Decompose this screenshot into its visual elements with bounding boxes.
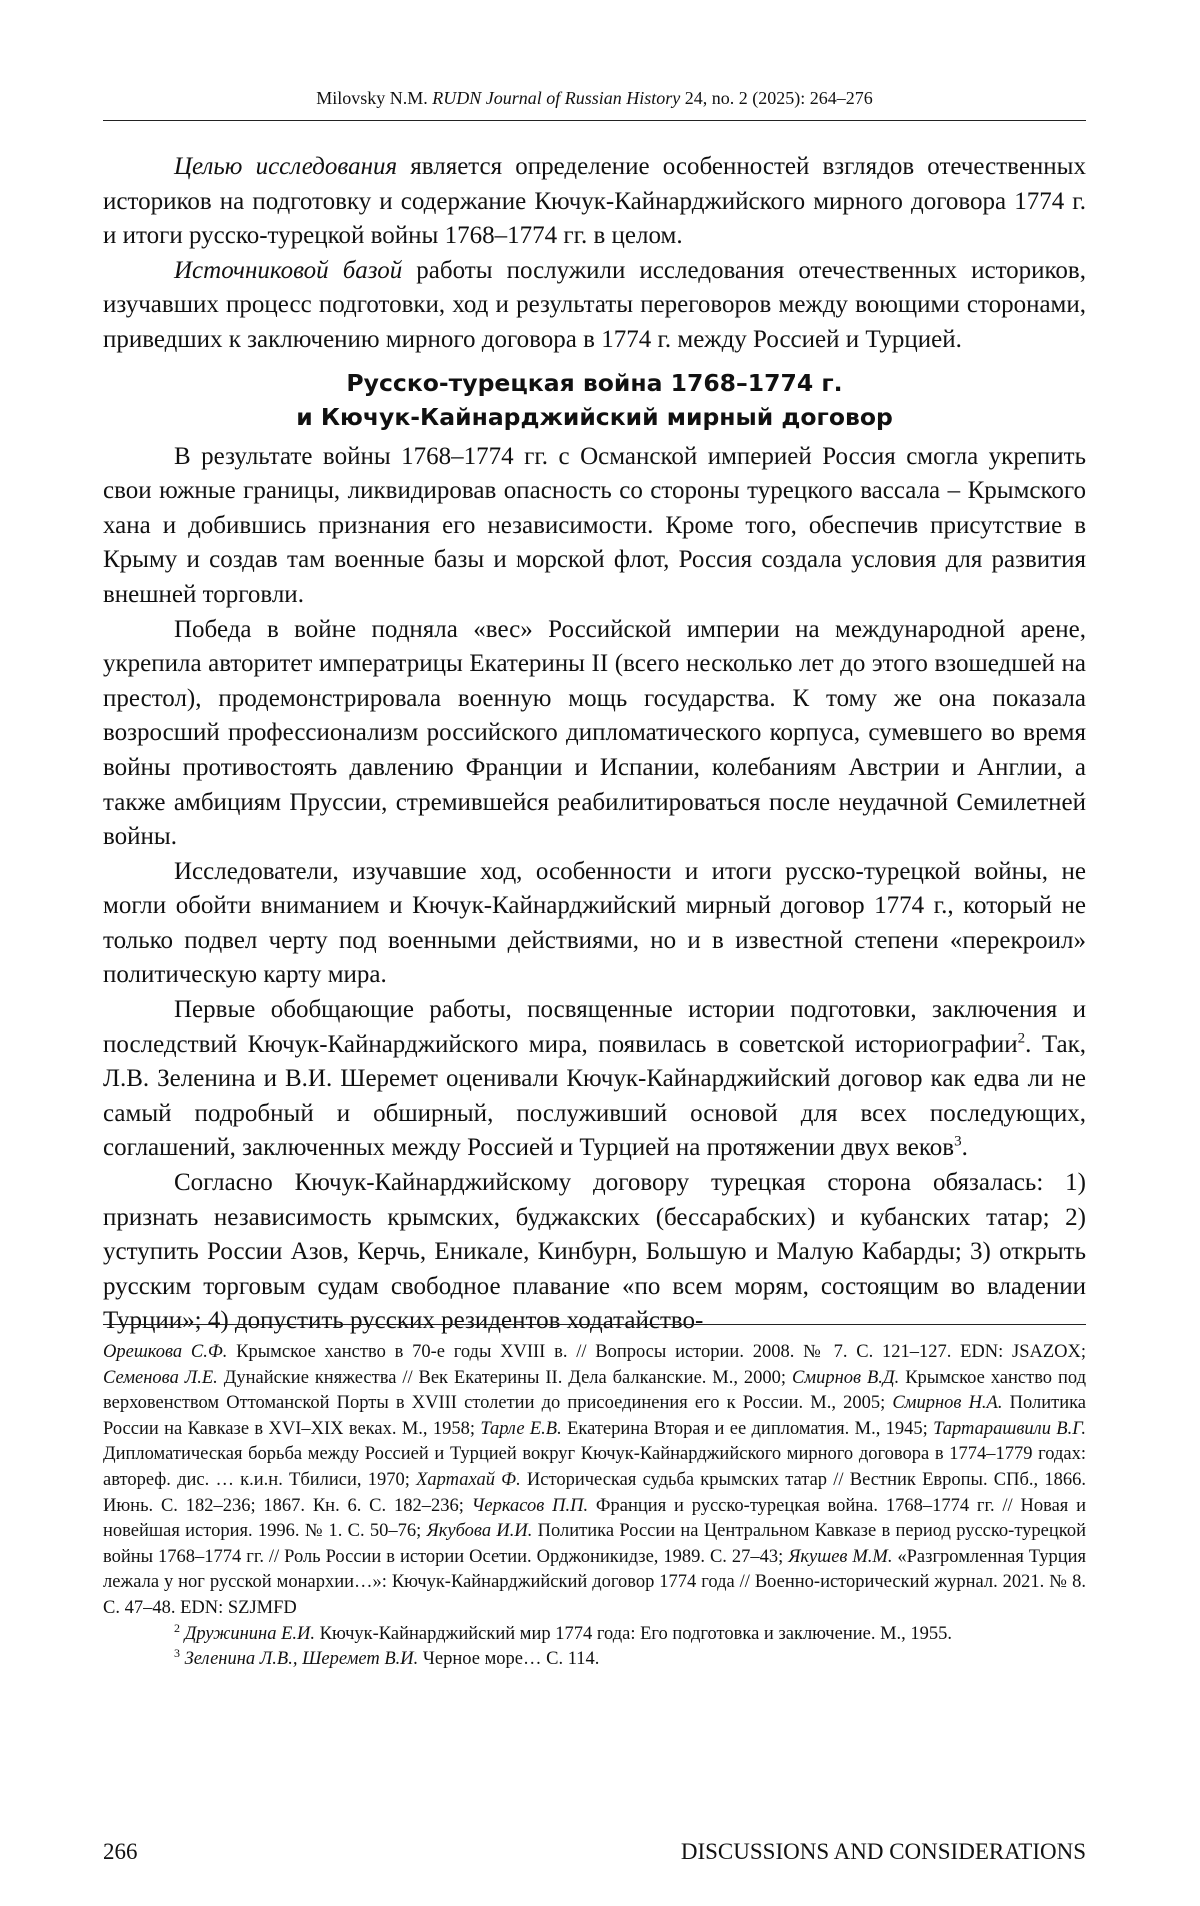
- article-body: [103, 150, 1086, 1339]
- ref-text: Дунайские княжества // Век Екатерины II. Дела балканские. М., 2000;: [218, 1368, 792, 1388]
- ref-text: Кючук-Кайнарджийский мир 1774 года: Его подготовка и заключение. М., 1955.: [315, 1624, 952, 1644]
- ref-author: Черкасов П.П.: [472, 1496, 588, 1516]
- section-heading: [103, 366, 1086, 434]
- ref-author: Смирнов В.Д.: [792, 1368, 899, 1388]
- ref-text: «Разгромленная Турция лежала у ног русской монархии…»: Кючук-Кайнарджийский договор 1774 года // Военно-исторический журнал. 2021. № 8. С. 47–48. EDN: SZJMFD: [103, 1547, 1086, 1618]
- header-rule: [103, 120, 1086, 121]
- section-heading-line-2: и Кючук-Кайнарджийский мирный договор: [103, 400, 1086, 434]
- ref-author: Смирнов Н.А.: [892, 1393, 1002, 1413]
- paragraph-aim-text: является определение особенностей взглядов отечественных историков на подготовку и содержание Кючук-Кайнарджийского мирного договора 1774 г. и итоги русско-турецкой войны 1768–1774 гг. в целом.: [103, 153, 1086, 249]
- paragraph: Исследователи, изучавшие ход, особенности и итоги русско-турецкой войны, не могли обойти вниманием и Кючук-Кайнарджийский мирный договор 1774 г., который не только подвел черту под военными действиями, но и в известной степени «перекроил» политическую карту мира.: [103, 855, 1086, 993]
- ref-author: Якубова И.И.: [427, 1521, 533, 1541]
- paragraph: В результате войны 1768–1774 гг. с Османской империей Россия смогла укрепить свои южные границы, ликвидировав опасность со стороны турецкого вассала – Крымского хана и добившись признания его независимости. Кроме того, обеспечив присутствие в Крыму и создав там военные базы и морской флот, Россия создала условия для развития внешней торговли.: [103, 440, 1086, 613]
- ref-author: Хартахай Ф.: [416, 1470, 521, 1490]
- section-heading-line-1: Русско-турецкая война 1768–1774 г.: [103, 366, 1086, 400]
- ref-author: Тартарашвили В.Г.: [933, 1419, 1086, 1439]
- ref-text: Крымское ханство в 70-е годы XVIII в. // Вопросы истории. 2008. № 7. С. 121–127. EDN: JSAZOX;: [227, 1342, 1086, 1362]
- header-journal: RUDN Journal of Russian History: [432, 88, 680, 108]
- header-issue: 24, no. 2 (2025): 264–276: [685, 88, 873, 108]
- running-head: [103, 86, 1086, 110]
- ref-author: Дружинина Е.И.: [185, 1624, 315, 1644]
- ref-author: Орешкова С.Ф.: [103, 1342, 227, 1362]
- ref-text: Екатерина Вторая и ее дипломатия. М., 1945;: [562, 1419, 933, 1439]
- paragraph-text: . Так, Л.В. Зеленина и В.И. Шеремет оценивали Кючук-Кайнарджийский договор как едва ли не самый подробный и обширный, послуживший основой для всех последующих, соглашений, заключенных между Россией и Турцией на протяжении двух веков: [103, 1031, 1086, 1162]
- ref-text: Франция и русско-турецкая война. 1768–1774 гг. // Новая и новейшая история. 1996. № 1. С. 50–76;: [103, 1496, 1086, 1542]
- paragraph-aim: [103, 150, 1086, 254]
- footnote-ref-3[interactable]: 3: [954, 1134, 962, 1150]
- footnote-ref-2[interactable]: 2: [1018, 1030, 1026, 1046]
- ref-text: Черное море… С. 114.: [418, 1649, 599, 1669]
- footnote-rule: [103, 1324, 1086, 1325]
- paragraph-sources: [103, 254, 1086, 358]
- ref-author: Тарле Е.В.: [480, 1419, 561, 1439]
- paragraph-sources-lead: Источниковой базой: [174, 257, 402, 284]
- paragraph-text: Первые обобщающие работы, посвященные истории подготовки, заключения и последствий Кючук-Кайнарджийского мира, появилась в советской историографии: [103, 996, 1086, 1058]
- ref-author: Якушев М.М.: [788, 1547, 892, 1567]
- ref-text: Политика России на Центральном Кавказе в период русско-турецкой войны 1768–1774 гг. // Роль России в истории Осетии. Орджоникидзе, 1989. С. 27–43;: [103, 1521, 1086, 1567]
- paragraph: Победа в войне подняла «вес» Российской империи на международной арене, укрепила авторитет императрицы Екатерины II (всего несколько лет до этого взошедшей на престол), продемонстрировала военную мощь государства. К тому же она показала возросший профессионализм российского дипломатического корпуса, сумевшего во время войны противостоять давлению Франции и Испании, колебаниям Австрии и Англии, а также амбициям Пруссии, стремившейся реабилитироваться после неудачной Семилетней войны.: [103, 613, 1086, 855]
- footnote-3: [103, 1647, 1086, 1673]
- footnotes: [103, 1340, 1086, 1673]
- paragraph-sources-text: работы послужили исследования отечественных историков, изучавших процесс подготовки, ход и результаты переговоров между воющими сторонами, приведших к заключению мирного договора в 1774 г. между Россией и Турцией.: [103, 257, 1086, 353]
- ref-author: Зеленина Л.В., Шеремет В.И.: [185, 1649, 419, 1669]
- paragraph: Согласно Кючук-Кайнарджийскому договору турецкая сторона обязалась: 1) признать независимость крымских, буджакских (бессарабских) и кубанских татар; 2) уступить России Азов, Керчь, Еникале, Кинбурн, Большую и Малую Кабарды; 3) открыть русским торговым судам свободное плавание «по всем морям, состоящим во владении Турции»; 4) допустить русских резидентов ходатайство-: [103, 1166, 1086, 1339]
- section-name: DISCUSSIONS AND CONSIDERATIONS: [681, 1837, 1086, 1867]
- paragraph-aim-lead: Целью исследования: [174, 153, 397, 180]
- ref-text: Политика России на Кавказе в XVI–XIX веках. М., 1958;: [103, 1393, 1086, 1439]
- footnote-number: 2: [174, 1620, 180, 1634]
- header-author: Milovsky N.M.: [316, 88, 428, 108]
- page-number: 266: [103, 1837, 138, 1867]
- paragraph: [103, 993, 1086, 1166]
- ref-author: Семенова Л.Е.: [103, 1368, 218, 1388]
- ref-text: Дипломатическая борьба между Россией и Турцией вокруг Кючук-Кайнарджийского мирного договора в 1774–1779 годах: автореф. дис. … к.и.н. Тбилиси, 1970;: [103, 1444, 1086, 1490]
- paragraph-text: .: [962, 1134, 968, 1161]
- footnote-number: 3: [174, 1646, 180, 1660]
- ref-text: Крымское ханство под верховенством Оттоманской Порты в XVIII столетии до присоединения его к России. М., 2005;: [103, 1368, 1086, 1414]
- footnote-continued: [103, 1340, 1086, 1622]
- ref-text: Историческая судьба крымских татар // Вестник Европы. СПб., 1866. Июнь. С. 182–236; 1867. Кн. 6. С. 182–236;: [103, 1470, 1086, 1516]
- footnote-2: [103, 1622, 1086, 1648]
